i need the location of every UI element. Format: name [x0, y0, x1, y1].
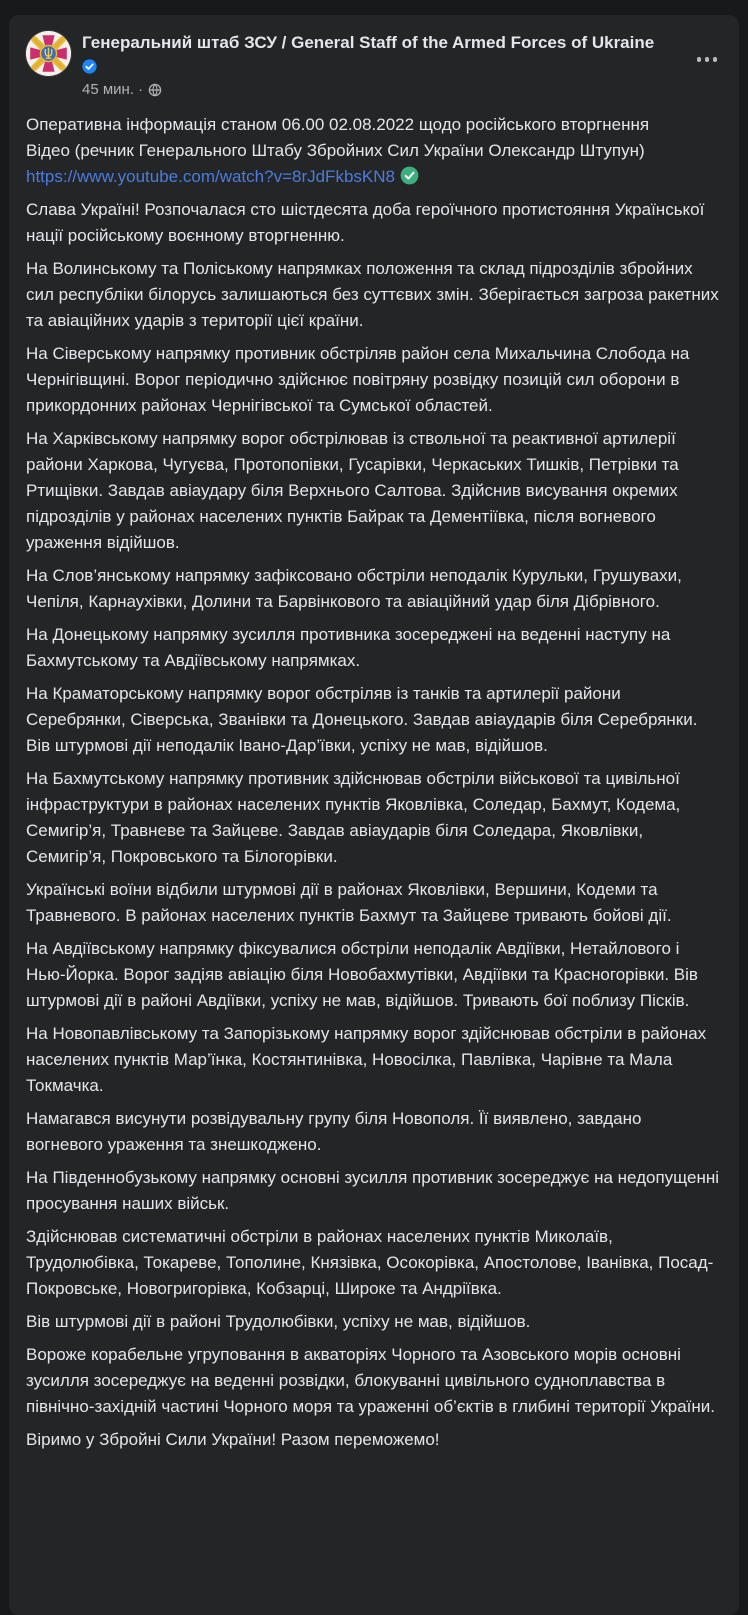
post-header-info: [82, 31, 654, 99]
post-paragraph: На Слов’янському напрямку зафіксовано обстріли неподалік Курульки, Грушувахи, Чепіля, Карнаухівки, Долини та Барвінкового та авіаційний удар біля Дібрівного.: [26, 566, 682, 611]
post-paragraph: На Харківському напрямку ворог обстрілював із ствольної та реактивної артилерії райони Харкова, Чугуєва, Протопопівки, Гусарівки, Черкаських Тишків, Петрівки та Ртищівки. Завдав авіаудару біля Верхнього Салтова. Здійснив висування окремих підрозділів у районах населених пунктів Байрак та Дементіївка, після вогневого ураження відійшов.: [26, 429, 679, 552]
post-paragraph: На Південнобузькому напрямку основні зусилля противник зосереджує на недопущенні просування наших військ.: [26, 1168, 719, 1213]
post-paragraph: Вороже корабельне угруповання в акваторіях Чорного та Азовського морів основні зусилля зосереджує на веденні розвідки, блокуванні цивільного судноплавства в північно-західній частині Чорного моря та ураженні об’єктів в глибині території України.: [26, 1345, 716, 1416]
post-timestamp[interactable]: 45 мин. ·: [82, 81, 144, 98]
three-dots-menu-icon: [705, 57, 710, 62]
post-paragraph: На Волинському та Поліському напрямках положення та склад підрозділів збройних сил республіки білорусь залишаються без суттєвих змін. Зберігається загроза ракетних та авіаційних ударів з території цієї країни.: [26, 259, 719, 330]
post-paragraph: На Новопавлівському та Запорізькому напрямку ворог здійснював обстріли в районах населених пунктів Мар’їнка, Костянтинівка, Новосілка, Павлівка, Чарівне та Мала Токмачка.: [26, 1024, 707, 1095]
page-avatar[interactable]: [26, 31, 71, 76]
intro-link-line: [26, 164, 722, 190]
post-paragraph: Вів штурмові дії в районі Трудолюбівки, успіху не мав, відійшов.: [26, 1312, 531, 1331]
post-paragraph: Українські воїни відбили штурмові дії в районах Яковлівки, Вершини, Кодеми та Травневого. В районах населених пунктів Бахмут та Зайцеве тривають бойові дії.: [26, 880, 672, 925]
post-paragraph: Слава Україні! Розпочалася сто шістдесята доба героїчного протистояння Української нації російському воєнному вторгненню.: [26, 200, 705, 245]
post-paragraph: На Краматорському напрямку ворог обстріляв із танків та артилерії райони Серебрянки, Сіверська, Званівки та Донецького. Завдав авіаударів біля Серебрянки. Вів штурмові дії неподалік Івано-Дар’ївки, успіху не мав, відійшов.: [26, 684, 698, 755]
general-staff-emblem-icon: [26, 31, 71, 76]
intro-line-2: Відео (речник Генерального Штабу Збройних Сил України Олександр Штупун): [26, 141, 645, 160]
three-dots-menu-icon: [697, 57, 702, 62]
post-intro-paragraph: [26, 112, 722, 190]
post-paragraph: Здійснював систематичні обстріли в районах населених пунктів Миколаїв, Трудолюбівка, Токареве, Тополине, Князівка, Осокорівка, Апостолове, Іванівка, Посад-Покровське, Новогригорівка, Кобзарці, Широке та Андріївка.: [26, 1227, 714, 1298]
page-name-link[interactable]: Генеральний штаб ЗСУ / General Staff of the Armed Forces of Ukraine: [82, 33, 655, 52]
post-paragraph: На Бахмутському напрямку противник здійснював обстріли військової та цивільної інфраструктури в районах населених пунктів Яковлівка, Соледар, Бахмут, Кодема, Семигір’я, Травневе та Зайцеве. Завдав авіаударів біля Соледара, Яковлівки, Семигір’я, Покровського та Білогорівки.: [26, 769, 681, 866]
facebook-post-card: [9, 15, 739, 1615]
white-check-mark-emoji-icon: [400, 166, 419, 185]
post-paragraph: На Авдіївському напрямку фіксувалися обстріли неподалік Авдіївки, Нетайлового і Нью-Йорка. Ворог задіяв авіацію біля Новобахмутівки, Авдіївки та Красногорівки. Вів штурмові дії в районі Авдіївки, успіху не мав, відійшов. Тривають бої поблизу Пісків.: [26, 939, 698, 1010]
post-body: [9, 99, 739, 1475]
post-paragraph: На Донецькому напрямку зусилля противника зосереджені на веденні наступу на Бахмутському та Авдіївському напрямках.: [26, 625, 671, 670]
post-paragraphs: [26, 197, 722, 1453]
post-paragraph: Намагався висунути розвідувальну групу біля Новополя. Її виявлено, завдано вогневого ураження та знешкоджено.: [26, 1109, 642, 1154]
public-globe-icon: [148, 83, 162, 97]
youtube-link[interactable]: https://www.youtube.com/watch?v=8rJdFkbsKN8: [26, 167, 395, 186]
post-paragraph: На Сіверському напрямку противник обстріляв район села Михальчина Слобода на Чернігівщині. Ворог періодично здійснює повітряну розвідку позицій сил оборони в прикордонних районах Чернігівської та Сумської областей.: [26, 344, 690, 415]
intro-line-1: Оперативна інформація станом 06.00 02.08.2022 щодо російського вторгнення: [26, 115, 650, 134]
post-options-button[interactable]: [691, 47, 724, 72]
post-paragraph: Віримо у Збройні Сили України! Разом переможемо!: [26, 1430, 440, 1449]
timestamp-row: [82, 81, 654, 99]
verified-row: [82, 59, 654, 74]
three-dots-menu-icon: [713, 57, 718, 62]
verified-badge-icon: [82, 59, 97, 74]
post-header: [9, 15, 739, 99]
